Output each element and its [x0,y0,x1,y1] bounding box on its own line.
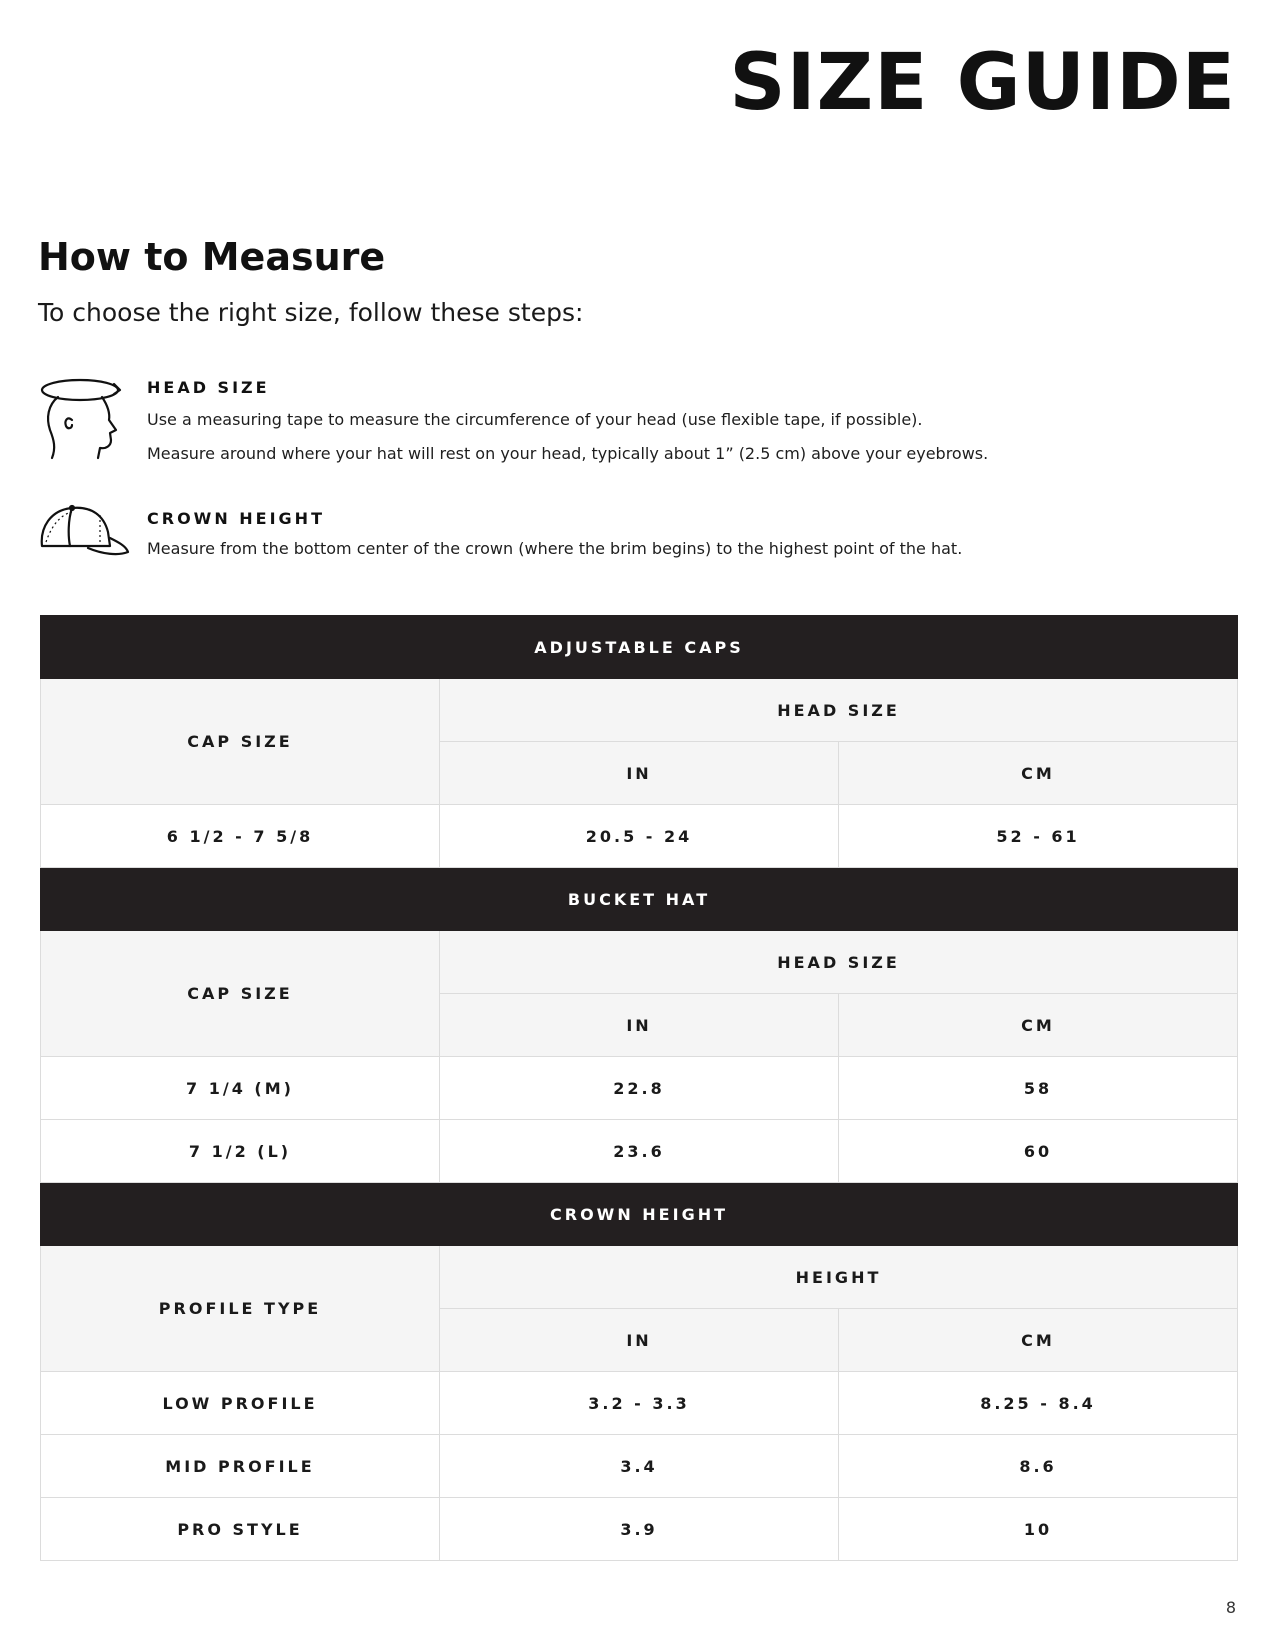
centimeters-cell: 58 [839,1057,1238,1120]
table-row [41,805,1238,868]
size-table [40,615,1238,1561]
cap-size-cell: 7 1/4 (M) [41,1057,440,1120]
crown-height-title: CROWN HEIGHT [41,1183,1238,1246]
table-row [41,1435,1238,1498]
table-row [41,1498,1238,1561]
cap-size-cell: 6 1/2 - 7 5/8 [41,805,440,868]
page-title: SIZE GUIDE [729,38,1236,128]
profile-type-cell: PRO STYLE [41,1498,440,1561]
column-header-cm: CM [839,742,1238,805]
column-header-profile-type: PROFILE TYPE [41,1246,440,1372]
column-header-in: IN [440,1309,839,1372]
inches-cell: 22.8 [440,1057,839,1120]
inches-cell: 23.6 [440,1120,839,1183]
bucket-hat-title: BUCKET HAT [41,868,1238,931]
crown-height-step-line-1: Measure from the bottom center of the crown (where the brim begins) to the highest point of the hat. [147,539,963,558]
adjustable-caps-title: ADJUSTABLE CAPS [41,616,1238,679]
centimeters-cell: 8.6 [839,1435,1238,1498]
inches-cell: 3.9 [440,1498,839,1561]
table-row [41,1120,1238,1183]
inches-cell: 3.4 [440,1435,839,1498]
crown-height-step-title: CROWN HEIGHT [147,509,325,528]
head-size-step-title: HEAD SIZE [147,378,270,397]
centimeters-cell: 10 [839,1498,1238,1561]
inches-cell: 3.2 - 3.3 [440,1372,839,1435]
table-header-row [41,679,1238,742]
table-section-header [41,868,1238,931]
column-header-cm: CM [839,994,1238,1057]
column-header-in: IN [440,742,839,805]
column-header-head-size: HEAD SIZE [440,679,1238,742]
centimeters-cell: 52 - 61 [839,805,1238,868]
table-row [41,1057,1238,1120]
table-row [41,1372,1238,1435]
table-section-header [41,1183,1238,1246]
head-size-step-line-1: Use a measuring tape to measure the circumference of your head (use flexible tape, if possible). [147,410,923,429]
centimeters-cell: 8.25 - 8.4 [839,1372,1238,1435]
column-header-in: IN [440,994,839,1057]
inches-cell: 20.5 - 24 [440,805,839,868]
column-header-cap-size: CAP SIZE [41,931,440,1057]
centimeters-cell: 60 [839,1120,1238,1183]
column-header-head-size: HEAD SIZE [440,931,1238,994]
column-header-cm: CM [839,1309,1238,1372]
intro-text: To choose the right size, follow these steps: [38,298,584,327]
column-header-height: HEIGHT [440,1246,1238,1309]
head-measure-icon [38,370,128,462]
cap-icon [38,502,130,562]
cap-size-cell: 7 1/2 (L) [41,1120,440,1183]
profile-type-cell: LOW PROFILE [41,1372,440,1435]
table-header-row [41,1246,1238,1309]
head-size-step-line-2: Measure around where your hat will rest on your head, typically about 1” (2.5 cm) above your eyebrows. [147,444,989,463]
column-header-cap-size: CAP SIZE [41,679,440,805]
page-number: 8 [1225,1598,1236,1617]
table-section-header [41,616,1238,679]
profile-type-cell: MID PROFILE [41,1435,440,1498]
table-header-row [41,931,1238,994]
how-to-measure-heading: How to Measure [38,235,386,279]
